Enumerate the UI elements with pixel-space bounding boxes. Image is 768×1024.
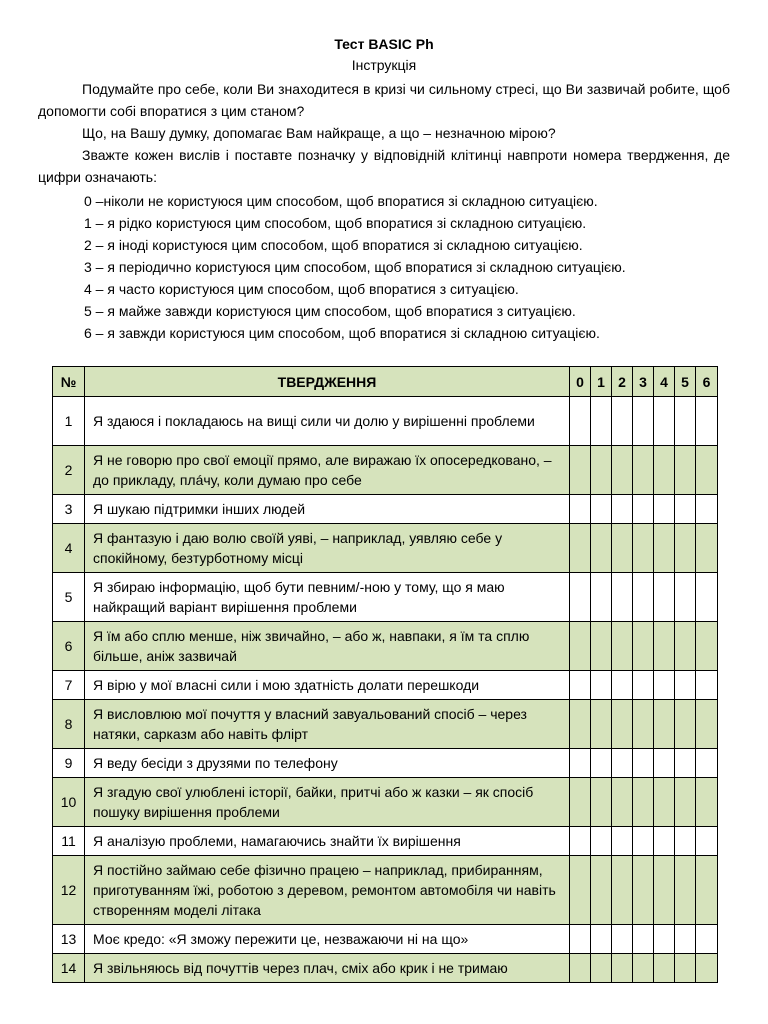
score-cell-6[interactable]: [696, 700, 718, 749]
score-cell-1[interactable]: [591, 446, 612, 495]
score-cell-2[interactable]: [612, 778, 633, 827]
row-number: 7: [53, 671, 85, 700]
row-number: 13: [53, 925, 85, 954]
score-cell-4[interactable]: [654, 827, 675, 856]
header-statement: ТВЕРДЖЕННЯ: [85, 367, 570, 397]
score-cell-2[interactable]: [612, 397, 633, 446]
score-cell-5[interactable]: [675, 524, 696, 573]
score-cell-3[interactable]: [633, 827, 654, 856]
row-number: 11: [53, 827, 85, 856]
row-statement: Я аналізую проблеми, намагаючись знайти їх вирішення: [85, 827, 570, 856]
score-cell-1[interactable]: [591, 573, 612, 622]
instruction-paragraph-1: Подумайте про себе, коли Ви знаходитеся в кризі чи сильному стресі, що Ви зазвичай робите, щоб допомогти собі впоратися з цим станом?: [38, 81, 730, 119]
row-statement: Я висловлюю мої почуття у власний завуальований спосіб – через натяки, сарказм або навіть флірт: [85, 700, 570, 749]
score-cell-2[interactable]: [612, 671, 633, 700]
header-score-6: 6: [696, 367, 718, 397]
score-cell-0[interactable]: [570, 397, 591, 446]
row-number: 2: [53, 446, 85, 495]
row-number: 1: [53, 397, 85, 446]
score-cell-6[interactable]: [696, 495, 718, 524]
score-cell-4[interactable]: [654, 856, 675, 925]
scale-line-3: 3 – я періодично користуюся цим способом, щоб впоратися зі складною ситуацією.: [84, 259, 626, 275]
table-row: [53, 925, 718, 954]
score-cell-1[interactable]: [591, 778, 612, 827]
score-cell-2[interactable]: [612, 495, 633, 524]
score-cell-4[interactable]: [654, 397, 675, 446]
score-cell-4[interactable]: [654, 622, 675, 671]
score-cell-5[interactable]: [675, 573, 696, 622]
score-cell-2[interactable]: [612, 827, 633, 856]
score-cell-0[interactable]: [570, 954, 591, 983]
score-cell-0[interactable]: [570, 446, 591, 495]
score-cell-4[interactable]: [654, 700, 675, 749]
score-cell-3[interactable]: [633, 495, 654, 524]
table-row: [53, 622, 718, 671]
score-cell-2[interactable]: [612, 749, 633, 778]
score-cell-2[interactable]: [612, 524, 633, 573]
score-cell-3[interactable]: [633, 524, 654, 573]
score-cell-0[interactable]: [570, 925, 591, 954]
row-statement: Я фантазую і даю волю своїй уяві, – наприклад, уявляю себе у спокійному, безтурботному місці: [85, 524, 570, 573]
score-cell-3[interactable]: [633, 856, 654, 925]
row-statement: Я не говорю про свої емоції прямо, але виражаю їх опосередковано, – до прикладу, плáчу, коли думаю про себе: [85, 446, 570, 495]
score-cell-4[interactable]: [654, 925, 675, 954]
score-cell-1[interactable]: [591, 856, 612, 925]
score-cell-5[interactable]: [675, 495, 696, 524]
score-cell-5[interactable]: [675, 778, 696, 827]
score-cell-6[interactable]: [696, 524, 718, 573]
table-row: [53, 700, 718, 749]
table-row: [53, 524, 718, 573]
row-statement: Я постійно займаю себе фізично працею – наприклад, прибиранням, приготуванням їжі, роботою з деревом, ремонтом автомобіля чи навіть створенням моделі літака: [85, 856, 570, 925]
score-cell-6[interactable]: [696, 397, 718, 446]
score-cell-0[interactable]: [570, 749, 591, 778]
score-cell-4[interactable]: [654, 524, 675, 573]
score-cell-0[interactable]: [570, 700, 591, 749]
header-score-5: 5: [675, 367, 696, 397]
score-cell-4[interactable]: [654, 778, 675, 827]
score-cell-6[interactable]: [696, 778, 718, 827]
row-statement: Я здаюся і покладаюсь на вищі сили чи долю у вирішенні проблеми: [85, 397, 570, 446]
score-cell-0[interactable]: [570, 856, 591, 925]
score-cell-1[interactable]: [591, 671, 612, 700]
table-row: [53, 856, 718, 925]
score-cell-3[interactable]: [633, 925, 654, 954]
row-statement: Я вірю у мої власні сили і мою здатність долати перешкоди: [85, 671, 570, 700]
score-cell-1[interactable]: [591, 524, 612, 573]
score-cell-6[interactable]: [696, 573, 718, 622]
row-statement: Я збираю інформацію, щоб бути певним/-ною у тому, що я маю найкращий варіант вирішення проблеми: [85, 573, 570, 622]
score-cell-5[interactable]: [675, 622, 696, 671]
score-cell-5[interactable]: [675, 856, 696, 925]
score-cell-6[interactable]: [696, 856, 718, 925]
score-cell-6[interactable]: [696, 446, 718, 495]
score-cell-3[interactable]: [633, 954, 654, 983]
questionnaire-table: [52, 366, 718, 983]
instruction-paragraph-2: Що, на Вашу думку, допомагає Вам найкраще, а що – незначною мірою?: [82, 125, 556, 141]
table-row: [53, 495, 718, 524]
score-cell-1[interactable]: [591, 622, 612, 671]
score-cell-0[interactable]: [570, 778, 591, 827]
score-cell-3[interactable]: [633, 749, 654, 778]
table-header-row: [53, 367, 718, 397]
score-cell-6[interactable]: [696, 749, 718, 778]
score-cell-1[interactable]: [591, 397, 612, 446]
scale-line-0: 0 –ніколи не користуюся цим способом, щоб впоратися зі складною ситуацією.: [84, 193, 598, 209]
table-body: [53, 397, 718, 983]
score-cell-5[interactable]: [675, 700, 696, 749]
score-cell-2[interactable]: [612, 622, 633, 671]
score-cell-2[interactable]: [612, 925, 633, 954]
header-score-4: 4: [654, 367, 675, 397]
table-row: [53, 446, 718, 495]
header-score-2: 2: [612, 367, 633, 397]
table-row: [53, 827, 718, 856]
score-cell-3[interactable]: [633, 397, 654, 446]
document-title: Тест BASIC Ph: [334, 36, 434, 52]
row-number: 12: [53, 856, 85, 925]
scale-line-4: 4 – я часто користуюся цим способом, щоб впоратися з ситуацією.: [84, 281, 519, 297]
row-number: 14: [53, 954, 85, 983]
table-row: [53, 671, 718, 700]
score-cell-1[interactable]: [591, 749, 612, 778]
score-cell-1[interactable]: [591, 954, 612, 983]
score-cell-5[interactable]: [675, 749, 696, 778]
header-number: №: [53, 367, 85, 397]
row-statement: Я веду бесіди з друзями по телефону: [85, 749, 570, 778]
score-cell-4[interactable]: [654, 954, 675, 983]
row-number: 6: [53, 622, 85, 671]
score-cell-5[interactable]: [675, 671, 696, 700]
table-row: [53, 778, 718, 827]
row-number: 9: [53, 749, 85, 778]
score-cell-0[interactable]: [570, 671, 591, 700]
score-cell-3[interactable]: [633, 573, 654, 622]
table-row: [53, 573, 718, 622]
score-cell-1[interactable]: [591, 925, 612, 954]
score-cell-2[interactable]: [612, 700, 633, 749]
score-cell-4[interactable]: [654, 749, 675, 778]
score-cell-6[interactable]: [696, 671, 718, 700]
scale-line-5: 5 – я майже завжди користуюся цим способом, щоб впоратися з ситуацією.: [84, 303, 576, 319]
score-cell-1[interactable]: [591, 700, 612, 749]
row-number: 3: [53, 495, 85, 524]
score-cell-6[interactable]: [696, 622, 718, 671]
score-cell-2[interactable]: [612, 573, 633, 622]
score-cell-2[interactable]: [612, 954, 633, 983]
row-statement: Я згадую свої улюблені історії, байки, притчі або ж казки – як спосіб пошуку вирішення проблеми: [85, 778, 570, 827]
instruction-paragraph-3: Зважте кожен вислів і поставте позначку у відповідній клітинці навпроти номера твердження, де цифри означають:: [38, 147, 730, 185]
row-statement: Я звільняюсь від почуттів через плач, сміх або крик і не тримаю: [85, 954, 570, 983]
score-cell-2[interactable]: [612, 446, 633, 495]
score-cell-3[interactable]: [633, 446, 654, 495]
header-score-3: 3: [633, 367, 654, 397]
score-cell-4[interactable]: [654, 671, 675, 700]
row-statement: Я шукаю підтримки інших людей: [85, 495, 570, 524]
score-cell-4[interactable]: [654, 573, 675, 622]
header-score-1: 1: [591, 367, 612, 397]
score-cell-1[interactable]: [591, 827, 612, 856]
score-cell-1[interactable]: [591, 495, 612, 524]
score-cell-6[interactable]: [696, 827, 718, 856]
scale-line-6: 6 – я завжди користуюся цим способом, щоб впоратися зі складною ситуацією.: [84, 325, 600, 341]
scale-line-1: 1 – я рідко користуюся цим способом, щоб впоратися зі складною ситуацією.: [84, 215, 587, 231]
table-row: [53, 954, 718, 983]
score-cell-6[interactable]: [696, 925, 718, 954]
table-row: [53, 749, 718, 778]
row-statement: Я їм або сплю менше, ніж звичайно, – або ж, навпаки, я їм та сплю більше, аніж зазвичай: [85, 622, 570, 671]
score-cell-4[interactable]: [654, 446, 675, 495]
row-number: 5: [53, 573, 85, 622]
score-cell-3[interactable]: [633, 671, 654, 700]
score-cell-5[interactable]: [675, 446, 696, 495]
score-cell-3[interactable]: [633, 622, 654, 671]
scale-line-2: 2 – я іноді користуюся цим способом, щоб впоратися зі складною ситуацією.: [84, 237, 583, 253]
score-cell-0[interactable]: [570, 622, 591, 671]
score-cell-6[interactable]: [696, 954, 718, 983]
score-cell-5[interactable]: [675, 954, 696, 983]
score-cell-0[interactable]: [570, 827, 591, 856]
row-statement: Моє кредо: «Я зможу пережити це, незважаючи ні на що»: [85, 925, 570, 954]
score-cell-5[interactable]: [675, 827, 696, 856]
row-number: 10: [53, 778, 85, 827]
score-cell-5[interactable]: [675, 925, 696, 954]
header-score-0: 0: [570, 367, 591, 397]
score-cell-0[interactable]: [570, 573, 591, 622]
score-cell-0[interactable]: [570, 495, 591, 524]
score-cell-5[interactable]: [675, 397, 696, 446]
row-number: 8: [53, 700, 85, 749]
score-cell-3[interactable]: [633, 700, 654, 749]
score-cell-0[interactable]: [570, 524, 591, 573]
score-cell-2[interactable]: [612, 856, 633, 925]
scale-legend: [84, 190, 724, 344]
row-number: 4: [53, 524, 85, 573]
document-subtitle: Інструкція: [351, 57, 417, 73]
score-cell-4[interactable]: [654, 495, 675, 524]
table-row: [53, 397, 718, 446]
score-cell-3[interactable]: [633, 778, 654, 827]
